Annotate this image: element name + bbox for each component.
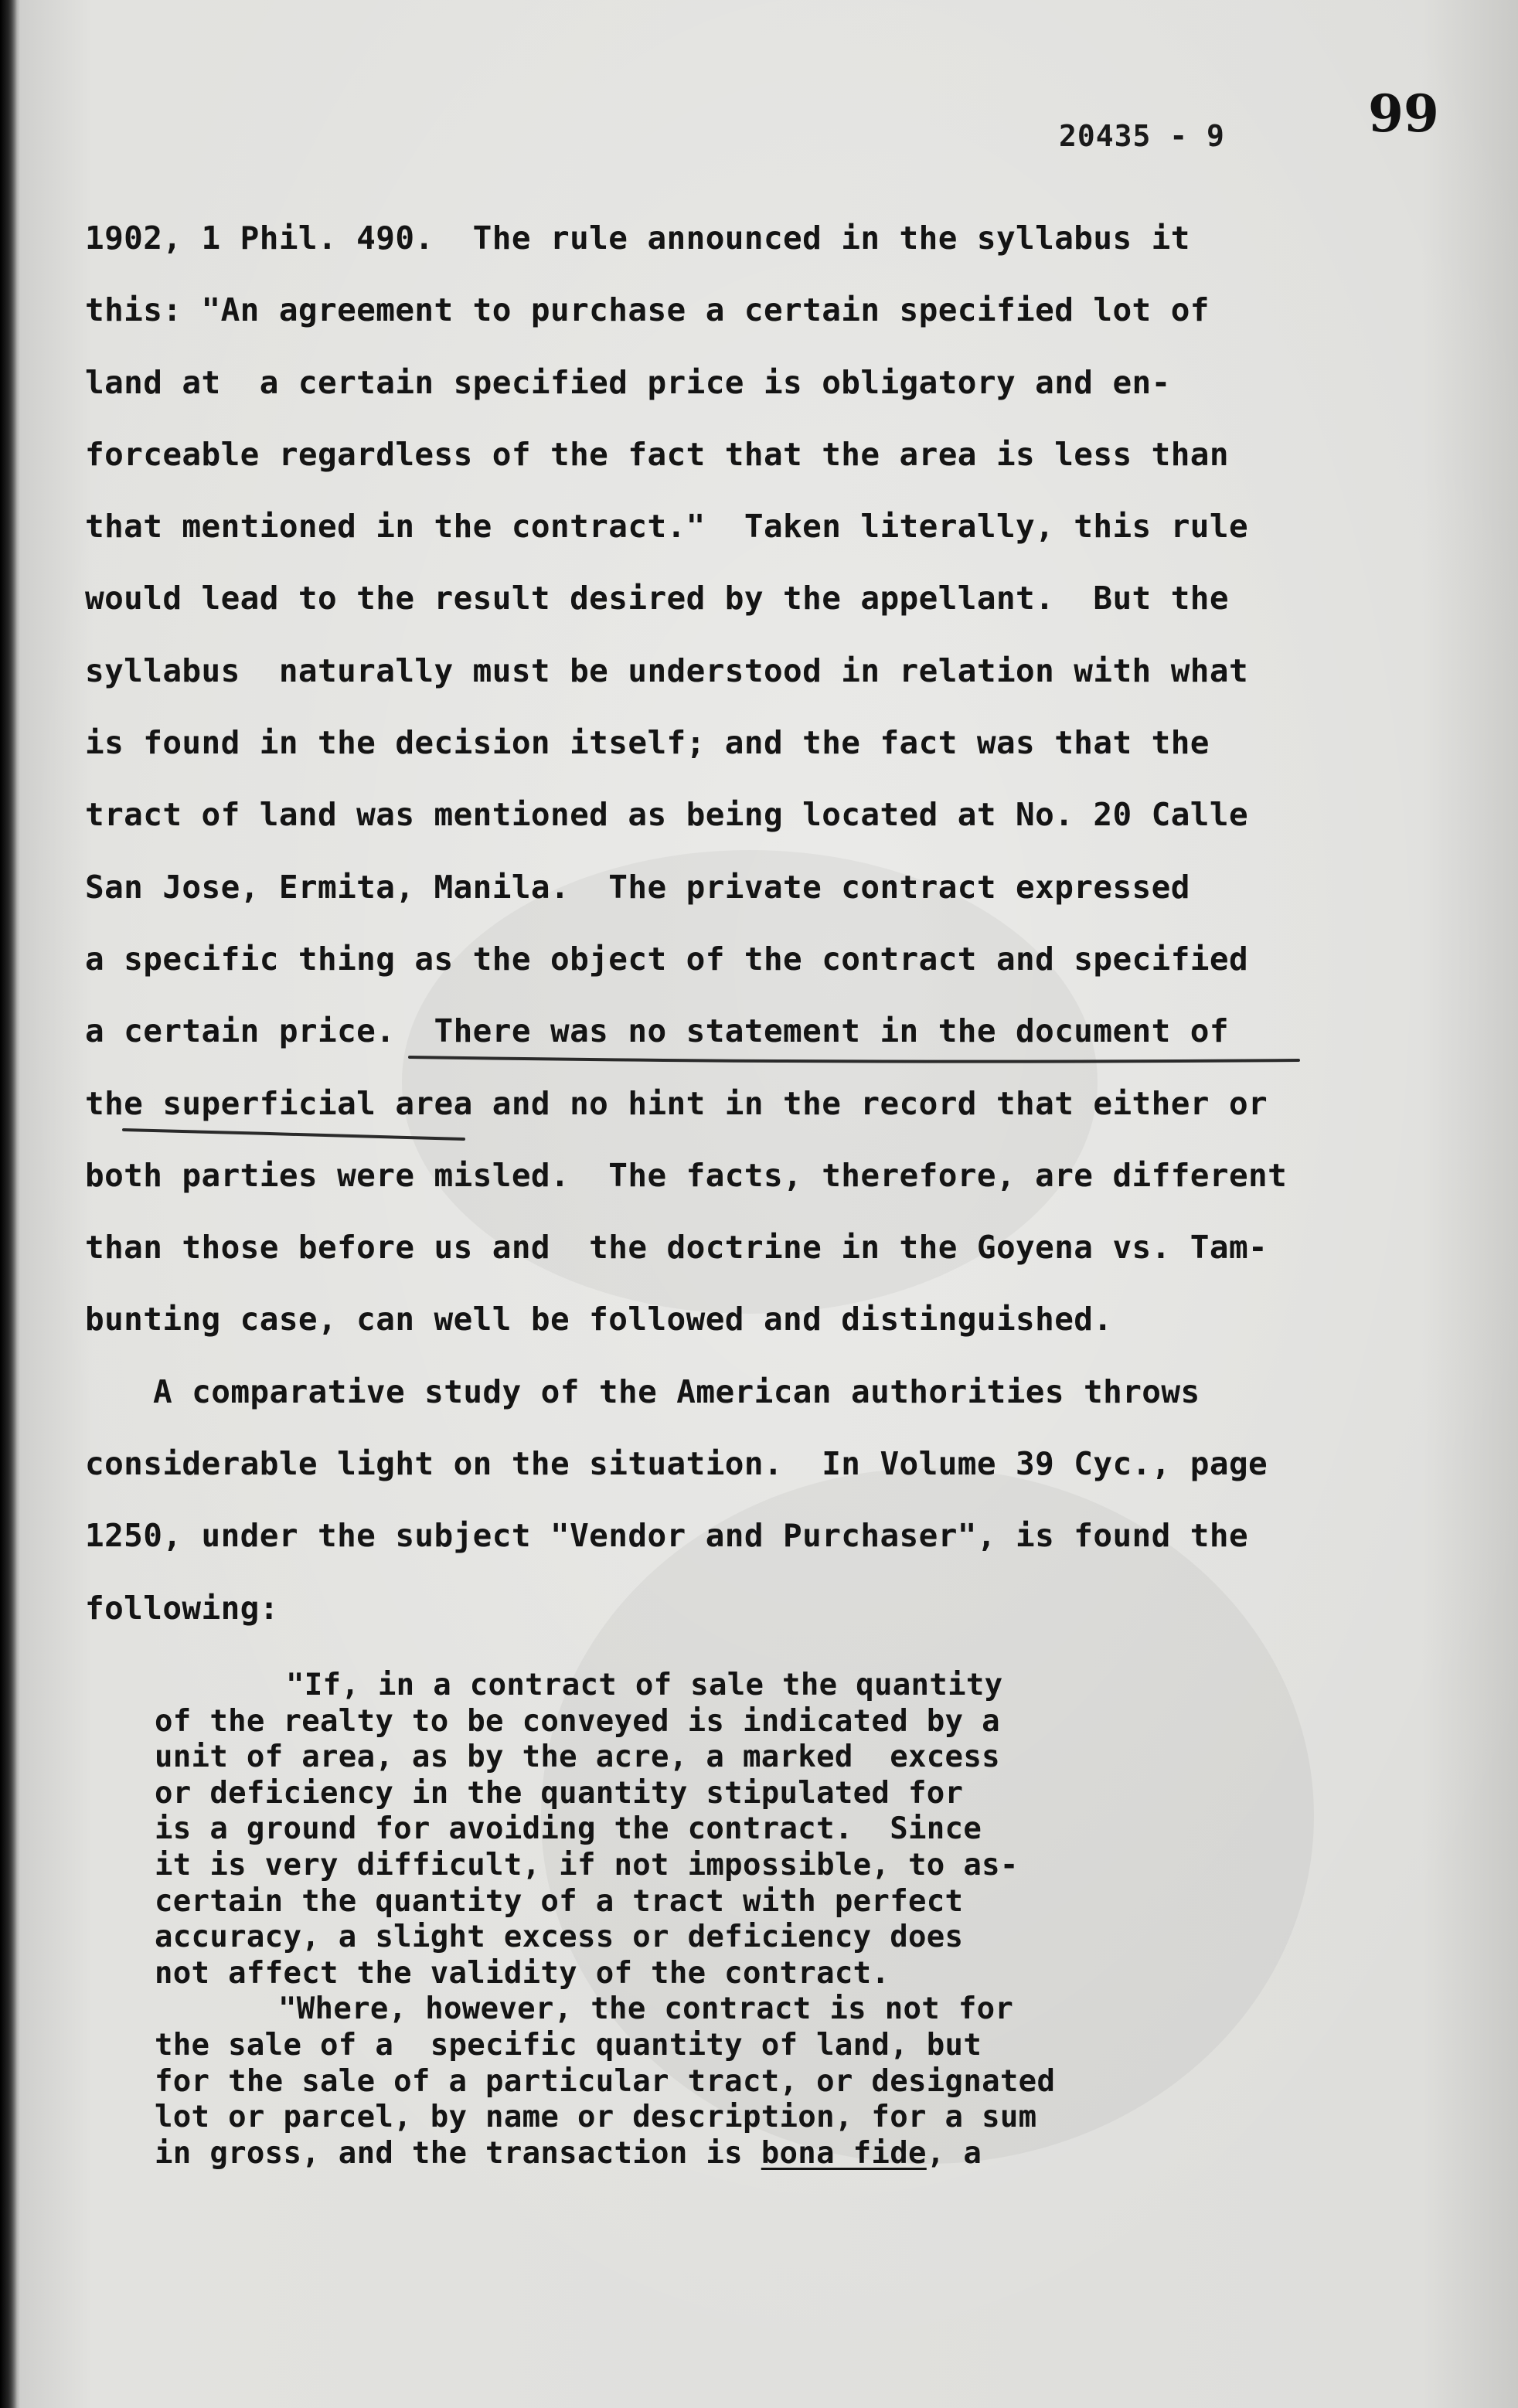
text-line: a certain price. There was no statement in the document of [85, 1012, 1229, 1050]
page-number: 99 [1368, 83, 1439, 144]
text-line: the superficial area and no hint in the record that either or [85, 1084, 1268, 1122]
text-line: syllabus naturally must be understood in relation with what [85, 651, 1249, 689]
text-line: would lead to the result desired by the appellant. But the [85, 580, 1229, 617]
quote-line: lot or parcel, by name or description, for a sum [155, 2100, 1037, 2135]
quote-text: in gross, and the transaction is [155, 2135, 761, 2171]
emphasis-underlined: bona fide [761, 2135, 927, 2171]
quote-line: certain the quantity of a tract with perfect [155, 1883, 964, 1919]
block-quote [155, 1668, 1252, 2172]
quote-line-last [155, 2136, 1252, 2172]
quote-line: of the realty to be conveyed is indicated by a [155, 1703, 1000, 1739]
text-line: that mentioned in the contract." Taken literally, this rule [85, 508, 1249, 546]
quote-text: , a [926, 2135, 982, 2171]
body-text [85, 202, 1353, 1644]
text-line: forceable regardless of the fact that the area is less than [85, 435, 1229, 473]
text-line: tract of land was mentioned as being located at No. 20 Calle [85, 796, 1249, 834]
text-line: land at a certain specified price is obligatory and en- [85, 363, 1171, 401]
text-line: both parties were misled. The facts, therefore, are different [85, 1156, 1288, 1194]
quote-line: not affect the validity of the contract. [155, 1955, 890, 1991]
quote-line: accuracy, a slight excess or deficiency does [155, 1920, 964, 1955]
quote-line: is a ground for avoiding the contract. Since [155, 1811, 982, 1847]
text-line: 1902, 1 Phil. 490. The rule announced in the syllabus it [85, 219, 1190, 257]
text-line: 1250, under the subject "Vendor and Purchaser", is found the [85, 1517, 1249, 1555]
quote-line: or deficiency in the quantity stipulated for [155, 1775, 964, 1811]
page-header [1059, 74, 1492, 151]
text-line: a specific thing as the object of the contract and specified [85, 940, 1249, 978]
text-line: is found in the decision itself; and the fact was that the [85, 724, 1210, 762]
quote-line: "Where, however, the contract is not for [278, 1991, 1014, 2027]
quote-line: unit of area, as by the acre, a marked excess [155, 1740, 1000, 1775]
quote-line: it is very difficult, if not impossible, to as- [155, 1847, 1019, 1883]
text-line: following: [85, 1589, 279, 1627]
text-line: San Jose, Ermita, Manila. The private contract expressed [85, 868, 1190, 906]
film-edge [0, 0, 17, 2408]
quote-line: the sale of a specific quantity of land, but [155, 2027, 982, 2063]
text-line: than those before us and the doctrine in the Goyena vs. Tam- [85, 1229, 1268, 1267]
text-line: this: "An agreement to purchase a certain specified lot of [85, 291, 1210, 329]
quote-line: for the sale of a particular tract, or designated [155, 2063, 1056, 2099]
paragraph-start-line: A comparative study of the American authorities throws [153, 1372, 1200, 1410]
text-line: considerable light on the situation. In Volume 39 Cyc., page [85, 1445, 1268, 1483]
text-line: bunting case, can well be followed and distinguished. [85, 1301, 1113, 1338]
document-number: 20435 - 9 [1059, 119, 1225, 153]
quote-line: "If, in a contract of sale the quantity [286, 1668, 1003, 1702]
